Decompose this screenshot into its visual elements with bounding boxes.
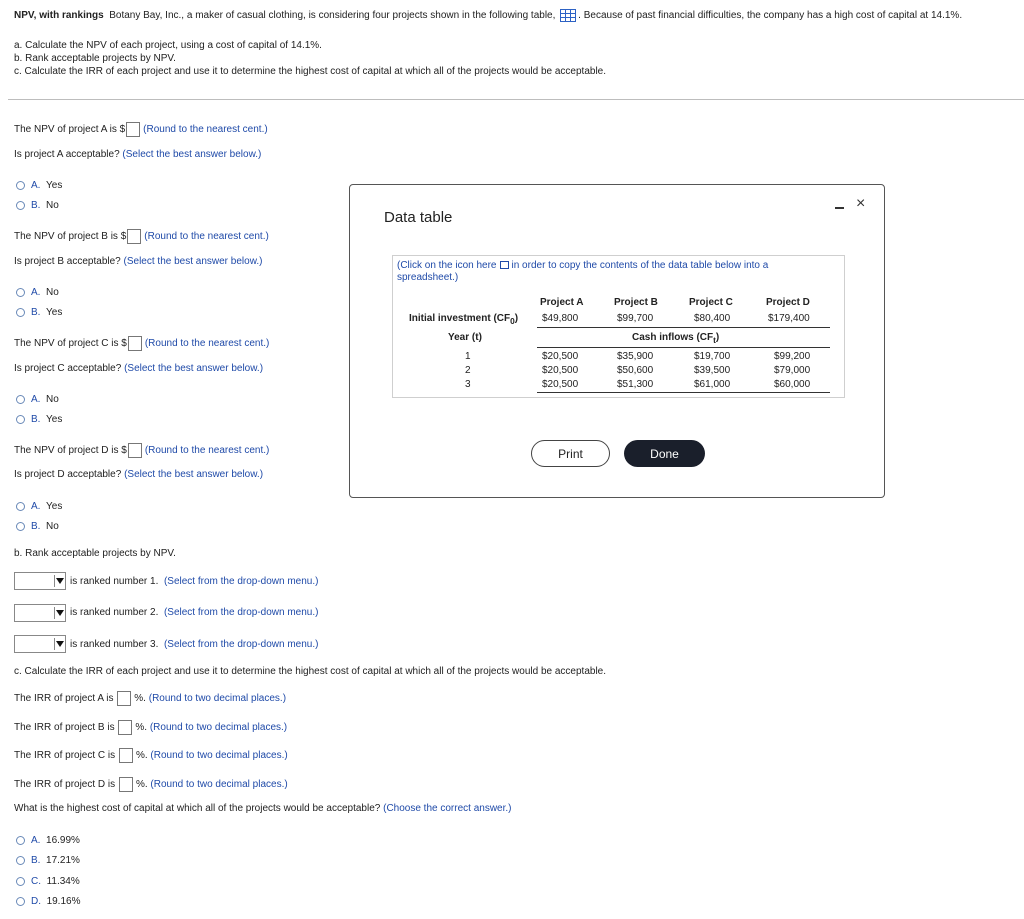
q-a-text: Is project A acceptable? [14, 149, 120, 160]
q-d-hint: (Select the best answer below.) [124, 469, 264, 480]
radio-button[interactable] [16, 836, 25, 845]
chevron-down-icon[interactable] [54, 575, 64, 587]
option-key: A. [31, 180, 41, 191]
dialog-title: Data table [384, 209, 453, 226]
final-question [14, 803, 512, 814]
problem-intro [14, 9, 962, 22]
final-option-c[interactable] [16, 876, 80, 887]
option-d-yes[interactable] [16, 501, 62, 512]
option-c-yes[interactable] [16, 414, 62, 425]
option-d-no[interactable] [16, 521, 59, 532]
year-2: 2 [465, 365, 471, 376]
cash-inflows-label: Cash inflows $(CF_t)$ [632, 332, 720, 345]
radio-button[interactable] [16, 897, 25, 906]
initial-d: $179,400 [768, 313, 810, 324]
radio-button[interactable] [16, 522, 25, 531]
npv-a-hint: (Round to the nearest cent.) [143, 124, 268, 136]
q-c-hint: (Select the best answer below.) [124, 363, 264, 374]
q-c-line [14, 363, 263, 374]
option-key: B. [31, 855, 41, 866]
intro-text-end: . Because of past financial difficulties, the company has a high cost of capital at 14.1%. [578, 10, 963, 22]
initial-a: $49,800 [542, 313, 579, 324]
q-b-line [14, 256, 262, 267]
rank-1-hint: (Select from the drop-down menu.) [163, 576, 319, 587]
npv-d-label: The NPV of project D is $ [14, 445, 127, 457]
npv-a-line [14, 122, 268, 137]
irr-c-label: The IRR of project C is [14, 750, 116, 762]
option-b-yes[interactable] [16, 307, 62, 318]
npv-c-hint: (Round to the nearest cent.) [144, 338, 270, 350]
inflow-1-d: $99,200 [774, 351, 811, 362]
option-key: A. [31, 835, 41, 846]
rank-2-hint: (Select from the drop-down menu.) [163, 607, 319, 618]
option-text: No [46, 287, 59, 298]
npv-a-label: The NPV of project A is $ [14, 124, 126, 136]
irr-b-hint: (Round to two decimal places.) [149, 722, 288, 734]
irr-c-suffix: %. [135, 750, 148, 762]
intro-text: Botany Bay, Inc., a maker of casual clothing, is considering four projects shown in the following table, [109, 10, 556, 22]
col-header-b: Project B [614, 297, 658, 308]
data-table-icon[interactable] [560, 9, 576, 22]
option-text: No [46, 394, 59, 405]
inflow-1-a: $20,500 [542, 351, 579, 362]
copy-note [397, 260, 817, 284]
print-button[interactable]: Print [531, 440, 610, 467]
final-option-d[interactable] [16, 896, 80, 907]
irr-d-label: The IRR of project D is [14, 779, 116, 791]
table-rule [537, 392, 830, 393]
part-a-instruction: a. Calculate the NPV of each project, using a cost of capital of 14.1%. [14, 40, 322, 51]
close-icon[interactable]: × [856, 195, 866, 212]
irr-b-label: The IRR of project B is [14, 722, 115, 734]
q-c-text: Is project C acceptable? [14, 363, 122, 374]
option-a-no[interactable] [16, 200, 59, 211]
npv-b-label: The NPV of project B is $ [14, 231, 127, 243]
option-text: Yes [46, 414, 63, 425]
rank-heading: b. Rank acceptable projects by NPV. [14, 548, 176, 559]
radio-button[interactable] [16, 856, 25, 865]
irr-d-hint: (Round to two decimal places.) [150, 779, 288, 791]
done-button[interactable]: Done [624, 440, 705, 467]
irr-a-input[interactable] [117, 691, 131, 706]
radio-button[interactable] [16, 308, 25, 317]
rank-3-line [70, 639, 318, 650]
rank-3-text: is ranked number 3. [70, 639, 159, 650]
year-3: 3 [465, 379, 471, 390]
npv-d-input[interactable] [128, 443, 142, 458]
initial-c: $80,400 [694, 313, 731, 324]
irr-a-suffix: %. [134, 693, 146, 705]
option-key: B. [31, 414, 41, 425]
irr-d-suffix: %. [135, 779, 148, 791]
inflow-3-c: $61,000 [694, 379, 731, 390]
year-1: 1 [465, 351, 471, 362]
q-a-line [14, 149, 261, 160]
copy-note-pre: (Click on the icon here [397, 260, 497, 271]
npv-d-line [14, 443, 269, 458]
rank-2-line [70, 607, 318, 618]
option-text: Yes [46, 307, 63, 318]
option-text: Yes [46, 180, 63, 191]
npv-c-label: The NPV of project C is $ [14, 338, 127, 350]
inflow-3-a: $20,500 [542, 379, 579, 390]
inflow-2-c: $39,500 [694, 365, 731, 376]
npv-b-line [14, 229, 269, 244]
option-text: No [46, 200, 59, 211]
final-option-a[interactable] [16, 835, 80, 846]
npv-a-input[interactable] [126, 122, 140, 137]
option-key: B. [31, 307, 41, 318]
rank-1-text: is ranked number 1. [70, 576, 159, 587]
q-d-text: Is project D acceptable? [14, 469, 122, 480]
col-header-d: Project D [766, 297, 810, 308]
copy-note-post: in order to copy the contents of the data table below into a spreadsheet.) [397, 260, 769, 283]
year-label: Year (t) [448, 332, 482, 343]
radio-button[interactable] [16, 201, 25, 210]
inflow-3-d: $60,000 [774, 379, 811, 390]
inflow-2-a: $20,500 [542, 365, 579, 376]
table-rule [537, 347, 830, 348]
rank-2-text: is ranked number 2. [70, 607, 159, 618]
option-key: A. [31, 394, 41, 405]
irr-d-input[interactable] [119, 777, 133, 792]
option-b-no[interactable] [16, 287, 59, 298]
option-text: 17.21% [46, 855, 80, 866]
option-text: No [46, 521, 59, 532]
final-option-b[interactable] [16, 855, 80, 866]
option-a-yes[interactable] [16, 180, 62, 191]
final-question-hint: (Choose the correct answer.) [383, 803, 512, 814]
inflow-3-b: $51,300 [617, 379, 654, 390]
irr-a-label: The IRR of project A is [14, 693, 114, 705]
irr-a-hint: (Round to two decimal places.) [148, 693, 287, 705]
part-c-instruction: c. Calculate the IRR of each project and use it to determine the highest cost of capital at which all of the projects would be acceptable. [14, 66, 607, 77]
initial-label-sub: 0 [510, 316, 515, 326]
option-key: A. [31, 287, 41, 298]
irr-a-line [14, 691, 286, 706]
problem-title: NPV, with rankings [14, 10, 104, 22]
option-c-no[interactable] [16, 394, 59, 405]
option-text: 19.16% [46, 896, 81, 907]
col-header-c: Project C [689, 297, 733, 308]
option-key: B. [31, 521, 41, 532]
inflow-1-c: $19,700 [694, 351, 731, 362]
option-key: C. [31, 876, 41, 887]
inflow-2-d: $79,000 [774, 365, 811, 376]
final-question-text: What is the highest cost of capital at which all of the projects would be acceptable? [14, 803, 381, 814]
radio-button[interactable] [16, 502, 25, 511]
cash-label-text: Cash inflows (CF [632, 332, 714, 343]
data-table-dialog [349, 184, 885, 498]
col-header-a: Project A [540, 297, 584, 308]
radio-button[interactable] [16, 395, 25, 404]
irr-c-input[interactable] [119, 748, 133, 763]
inflow-2-b: $50,600 [617, 365, 654, 376]
radio-button[interactable] [16, 415, 25, 424]
option-key: D. [31, 896, 41, 907]
table-rule [537, 327, 830, 328]
q-d-line [14, 469, 263, 480]
initial-label-text: Initial investment (CF [409, 313, 511, 324]
option-text: 16.99% [46, 835, 80, 846]
initial-investment-label: Initial investment $(CF_0)$ [409, 313, 519, 326]
irr-heading: c. Calculate the IRR of each project and use it to determine the highest cost of capital at which all of the projects would be acceptable. [14, 666, 607, 677]
radio-button[interactable] [16, 877, 25, 886]
rank-3-dropdown[interactable] [14, 635, 66, 653]
option-text: 11.34% [46, 876, 80, 887]
rank-2-dropdown[interactable] [14, 604, 66, 622]
q-a-hint: (Select the best answer below.) [122, 149, 262, 160]
npv-b-input[interactable] [127, 229, 141, 244]
chevron-down-icon[interactable] [54, 607, 64, 619]
radio-button[interactable] [16, 181, 25, 190]
option-key: B. [31, 200, 41, 211]
npv-c-input[interactable] [128, 336, 142, 351]
rank-3-hint: (Select from the drop-down menu.) [163, 639, 319, 650]
irr-b-input[interactable] [118, 720, 132, 735]
irr-c-line [14, 748, 288, 763]
minimize-icon[interactable] [834, 199, 846, 213]
inflow-1-b: $35,900 [617, 351, 654, 362]
q-b-hint: (Select the best answer below.) [123, 256, 263, 267]
irr-b-suffix: %. [135, 722, 148, 734]
option-key: A. [31, 501, 41, 512]
q-b-text: Is project B acceptable? [14, 256, 121, 267]
irr-c-hint: (Round to two decimal places.) [150, 750, 288, 762]
npv-d-hint: (Round to the nearest cent.) [144, 445, 270, 457]
rank-1-line [70, 576, 318, 587]
chevron-down-icon[interactable] [54, 638, 64, 650]
radio-button[interactable] [16, 288, 25, 297]
part-b-instruction: b. Rank acceptable projects by NPV. [14, 53, 176, 64]
divider [8, 99, 1024, 100]
irr-d-line [14, 777, 288, 792]
rank-1-dropdown[interactable] [14, 572, 66, 590]
option-text: Yes [46, 501, 63, 512]
npv-b-hint: (Round to the nearest cent.) [144, 231, 269, 243]
irr-b-line [14, 720, 287, 735]
copy-icon[interactable] [500, 261, 509, 269]
npv-c-line [14, 336, 269, 351]
initial-b: $99,700 [617, 313, 654, 324]
data-table-container [392, 255, 845, 398]
cash-label-sub: t [713, 335, 716, 345]
